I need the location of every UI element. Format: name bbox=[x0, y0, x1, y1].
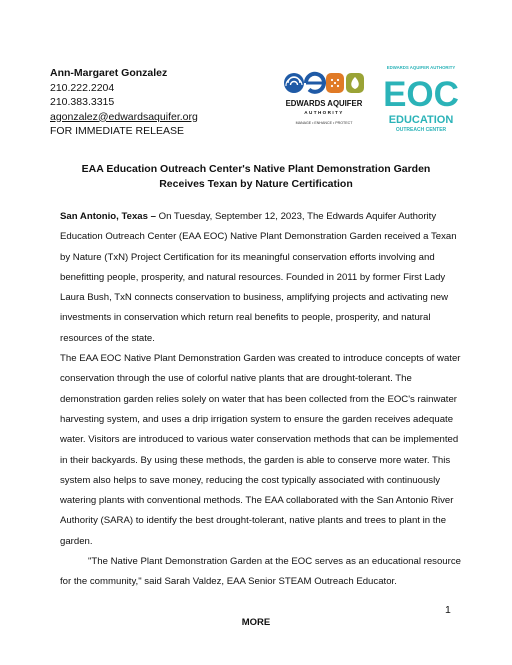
headline-line-2: Receives Texan by Nature Certification bbox=[159, 177, 353, 190]
eaa-letter-e-icon bbox=[306, 74, 324, 92]
eoc-logo-top: EDWARDS AQUIFER AUTHORITY bbox=[386, 65, 456, 70]
eaa-logo bbox=[283, 68, 365, 134]
eoc-logo-word2: OUTREACH CENTER bbox=[395, 127, 447, 133]
dateline: San Antonio, Texas – bbox=[60, 211, 156, 222]
eoc-logo-word1: EDUCATION bbox=[388, 114, 454, 126]
eaa-logo-line2: AUTHORITY bbox=[304, 110, 344, 115]
paragraph-1 bbox=[60, 207, 462, 349]
page-number: 1 bbox=[445, 604, 451, 616]
eaa-logo-tagline: MANAGE • ENHANCE • PROTECT bbox=[295, 121, 353, 125]
eaa-olive-tile-icon bbox=[346, 73, 364, 93]
release-label: FOR IMMEDIATE RELEASE bbox=[50, 125, 184, 137]
eaa-logo-line1: EDWARDS AQUIFER bbox=[285, 99, 363, 108]
contact-block bbox=[50, 66, 198, 139]
eoc-logo-letters: EOC bbox=[383, 75, 459, 114]
paragraph-3-quote: "The Native Plant Demonstration Garden at the EOC serves as an educational resource for the community," said Sarah Valdez, EAA Senior STEAM Outreach Educator. bbox=[60, 556, 461, 588]
press-release-headline bbox=[60, 162, 452, 191]
contact-phone-2: 210.383.3315 bbox=[50, 96, 115, 108]
more-label: MORE bbox=[241, 617, 271, 628]
eaa-thumbprint-icon bbox=[284, 73, 304, 93]
eoc-logo bbox=[379, 62, 463, 142]
logo-group bbox=[283, 62, 463, 142]
contact-name: Ann-Margaret Gonzalez bbox=[50, 67, 168, 79]
headline-line-1: EAA Education Outreach Center's Native Plant Demonstration Garden bbox=[81, 163, 431, 175]
contact-email-link[interactable]: agonzalez@edwardsaquifer.org bbox=[50, 110, 198, 123]
paragraph-2: The EAA EOC Native Plant Demonstration Garden was created to introduce concepts of water conservation through the use of colorful native plants that are drought-tolerant. The demonstration garden relies solely on water that has been collected from the EOC's rainwater harvesting system, and uses a drip irrigation system to ensure the garden receives adequate water. Visitors are introduced to various water conservation methods that can be implemented in their backyards. By using these methods, the garden is able to conserve more water. This system also helps to save money, reducing the cost typically associated with continuously watering plants with conventional methods. The EAA collaborated with the San Antonio River Authority (SARA) to identify the best drought-tolerant, native plants and trees to plant in the garden. bbox=[60, 353, 461, 547]
contact-phone-1: 210.222.2204 bbox=[50, 81, 115, 94]
paragraph-1-text: On Tuesday, September 12, 2023, The Edwards Aquifer Authority Education Outreach Center (EAA EOC) Native Plant Demonstration Garden received a Texan by Nature (TxN) Project Certification for its meaningful conservation efforts involving and benefitting people, prosperity, and natural resources. Founded in 2011 by former First Lady Laura Bush, TxN connects conservation to business, amplifying projects and activating new investments in conservation which return real benefits to people, prosperity, and natural resources of the state. bbox=[60, 211, 457, 344]
eaa-orange-tile-icon bbox=[326, 73, 344, 93]
release-body bbox=[60, 207, 462, 593]
